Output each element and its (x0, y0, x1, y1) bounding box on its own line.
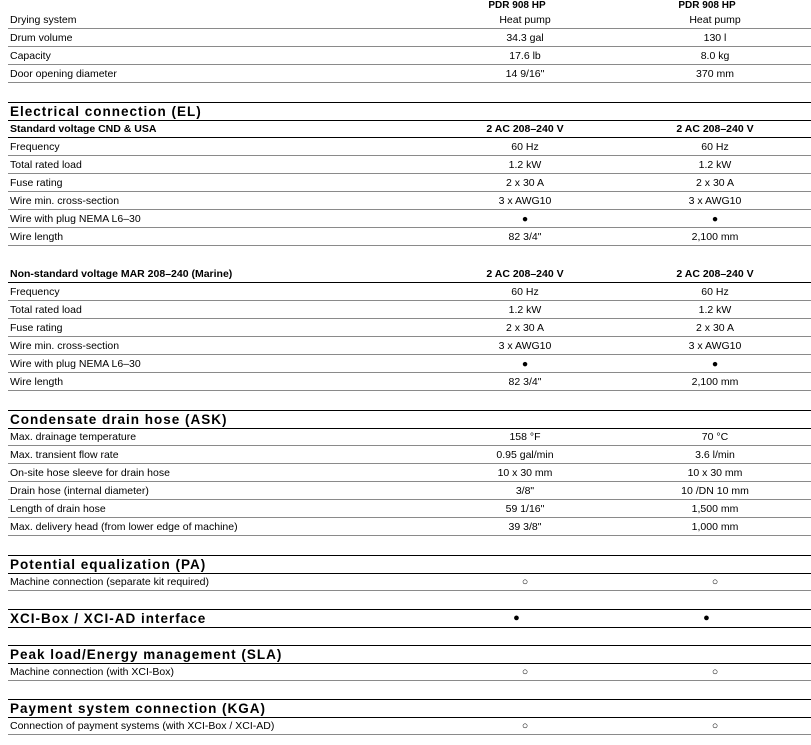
subheader-standard-voltage (8, 120, 811, 138)
value-metric: 60 Hz (701, 286, 729, 298)
row-label: Wire length (10, 231, 64, 243)
row-label: Wire min. cross-section (10, 340, 120, 352)
open-circle-icon: ○ (521, 576, 529, 588)
value-metric: 2,100 mm (691, 231, 739, 243)
model-header-1: PDR 908 HP (488, 0, 546, 11)
table-row (8, 446, 811, 464)
row-label: Wire min. cross-section (10, 195, 120, 207)
table-row (8, 355, 811, 373)
section-title-drain-hose (8, 410, 811, 429)
section-title: Potential equalization (PA) (10, 557, 207, 572)
filled-dot-icon: ● (711, 213, 719, 225)
value-imperial: 59 1/16" (505, 503, 545, 515)
row-label: Fuse rating (10, 177, 63, 189)
section-title-xci-interface (8, 609, 811, 628)
value-metric: 1,500 mm (691, 503, 739, 515)
row-label: Total rated load (10, 159, 82, 171)
row-label: Drum volume (10, 32, 73, 44)
value-metric: 370 mm (696, 68, 734, 80)
value-metric: 2 AC 208–240 V (676, 268, 754, 280)
filled-dot-icon: ● (703, 612, 711, 624)
table-row (8, 283, 811, 301)
row-label: Fuse rating (10, 322, 63, 334)
table-row (8, 464, 811, 482)
value-metric: 60 Hz (701, 141, 729, 153)
open-circle-icon: ○ (711, 720, 719, 732)
row-label: Capacity (10, 50, 51, 62)
value-imperial: 60 Hz (511, 286, 539, 298)
open-circle-icon: ○ (711, 576, 719, 588)
row-label: Frequency (10, 141, 60, 153)
value-imperial: 82 3/4" (508, 231, 542, 243)
value-metric: 1.2 kW (698, 304, 732, 316)
value-metric: 70 °C (701, 431, 729, 443)
table-row (8, 47, 811, 65)
row-label: Drain hose (internal diameter) (10, 485, 149, 497)
row-label: Machine connection (with XCI-Box) (10, 666, 174, 678)
section-title: Electrical connection (EL) (10, 104, 202, 119)
value-imperial: 34.3 gal (506, 32, 544, 44)
row-label: Standard voltage CND & USA (10, 123, 157, 135)
value-metric: 8.0 kg (700, 50, 730, 62)
value-metric: Heat pump (689, 14, 741, 26)
value-imperial: 39 3/8" (508, 521, 542, 533)
row-label: Max. drainage temperature (10, 431, 137, 443)
section-title-electrical (8, 102, 811, 121)
table-row (8, 192, 811, 210)
table-row (8, 65, 811, 83)
value-imperial: 10 x 30 mm (497, 467, 553, 479)
table-row (8, 518, 811, 536)
value-imperial: Heat pump (499, 14, 551, 26)
value-imperial: 14 9/16" (505, 68, 545, 80)
section-title-potential-equalization (8, 555, 811, 574)
value-imperial: 1.2 kW (508, 159, 542, 171)
table-row (8, 319, 811, 337)
value-imperial: 2 AC 208–240 V (486, 268, 564, 280)
section-title: XCI-Box / XCI-AD interface (10, 611, 207, 626)
table-row (8, 663, 811, 681)
row-label: On-site hose sleeve for drain hose (10, 467, 170, 479)
row-label: Length of drain hose (10, 503, 106, 515)
value-imperial: 2 AC 208–240 V (486, 123, 564, 135)
table-row (8, 717, 811, 735)
filled-dot-icon: ● (521, 358, 529, 370)
row-label: Max. delivery head (from lower edge of machine) (10, 521, 238, 533)
value-metric: 10 x 30 mm (687, 467, 743, 479)
row-label: Frequency (10, 286, 60, 298)
section-title-payment-system (8, 699, 811, 718)
filled-dot-icon: ● (711, 358, 719, 370)
table-row (8, 573, 811, 591)
value-metric: 2,100 mm (691, 376, 739, 388)
table-row (8, 138, 811, 156)
open-circle-icon: ○ (711, 666, 719, 678)
value-metric: 3 x AWG10 (688, 195, 742, 207)
value-imperial: 3 x AWG10 (498, 340, 552, 352)
row-label: Wire with plug NEMA L6–30 (10, 358, 141, 370)
model-header-2: PDR 908 HP (678, 0, 736, 11)
value-metric: 2 AC 208–240 V (676, 123, 754, 135)
table-row (8, 428, 811, 446)
row-label: Connection of payment systems (with XCI-Box / XCI-AD) (10, 720, 275, 732)
row-label: Total rated load (10, 304, 82, 316)
table-row (8, 337, 811, 355)
open-circle-icon: ○ (521, 720, 529, 732)
table-row (8, 482, 811, 500)
row-label: Max. transient flow rate (10, 449, 119, 461)
section-title: Payment system connection (KGA) (10, 701, 267, 716)
value-metric: 1.2 kW (698, 159, 732, 171)
value-metric: 10 /DN 10 mm (681, 485, 749, 497)
value-imperial: 1.2 kW (508, 304, 542, 316)
value-metric: 1,000 mm (691, 521, 739, 533)
table-row (8, 174, 811, 192)
value-imperial: 0.95 gal/min (496, 449, 554, 461)
table-row (8, 373, 811, 391)
value-imperial: 3 x AWG10 (498, 195, 552, 207)
value-metric: 3 x AWG10 (688, 340, 742, 352)
row-label: Drying system (10, 14, 77, 26)
row-label: Door opening diameter (10, 68, 117, 80)
value-imperial: 158 °F (509, 431, 541, 443)
table-row (8, 11, 811, 29)
subheader-marine-voltage (8, 265, 811, 283)
section-title-peak-load (8, 645, 811, 664)
row-label: Non-standard voltage MAR 208–240 (Marine) (10, 268, 233, 280)
table-row (8, 500, 811, 518)
row-label: Machine connection (separate kit required) (10, 576, 210, 588)
table-row (8, 29, 811, 47)
value-imperial: 60 Hz (511, 141, 539, 153)
value-metric: 2 x 30 A (696, 322, 734, 334)
value-metric: 2 x 30 A (696, 177, 734, 189)
value-imperial: 2 x 30 A (506, 322, 544, 334)
open-circle-icon: ○ (521, 666, 529, 678)
table-row (8, 228, 811, 246)
filled-dot-icon: ● (521, 213, 529, 225)
section-title: Condensate drain hose (ASK) (10, 412, 228, 427)
value-imperial: 3/8" (515, 485, 535, 497)
table-row (8, 301, 811, 319)
value-imperial: 2 x 30 A (506, 177, 544, 189)
table-row (8, 210, 811, 228)
value-metric: 3.6 l/min (695, 449, 735, 461)
filled-dot-icon: ● (513, 612, 521, 624)
value-imperial: 82 3/4" (508, 376, 542, 388)
section-title: Peak load/Energy management (SLA) (10, 647, 283, 662)
row-label: Wire with plug NEMA L6–30 (10, 213, 141, 225)
value-metric: 130 l (703, 32, 727, 44)
table-row (8, 156, 811, 174)
row-label: Wire length (10, 376, 64, 388)
value-imperial: 17.6 lb (509, 50, 541, 62)
